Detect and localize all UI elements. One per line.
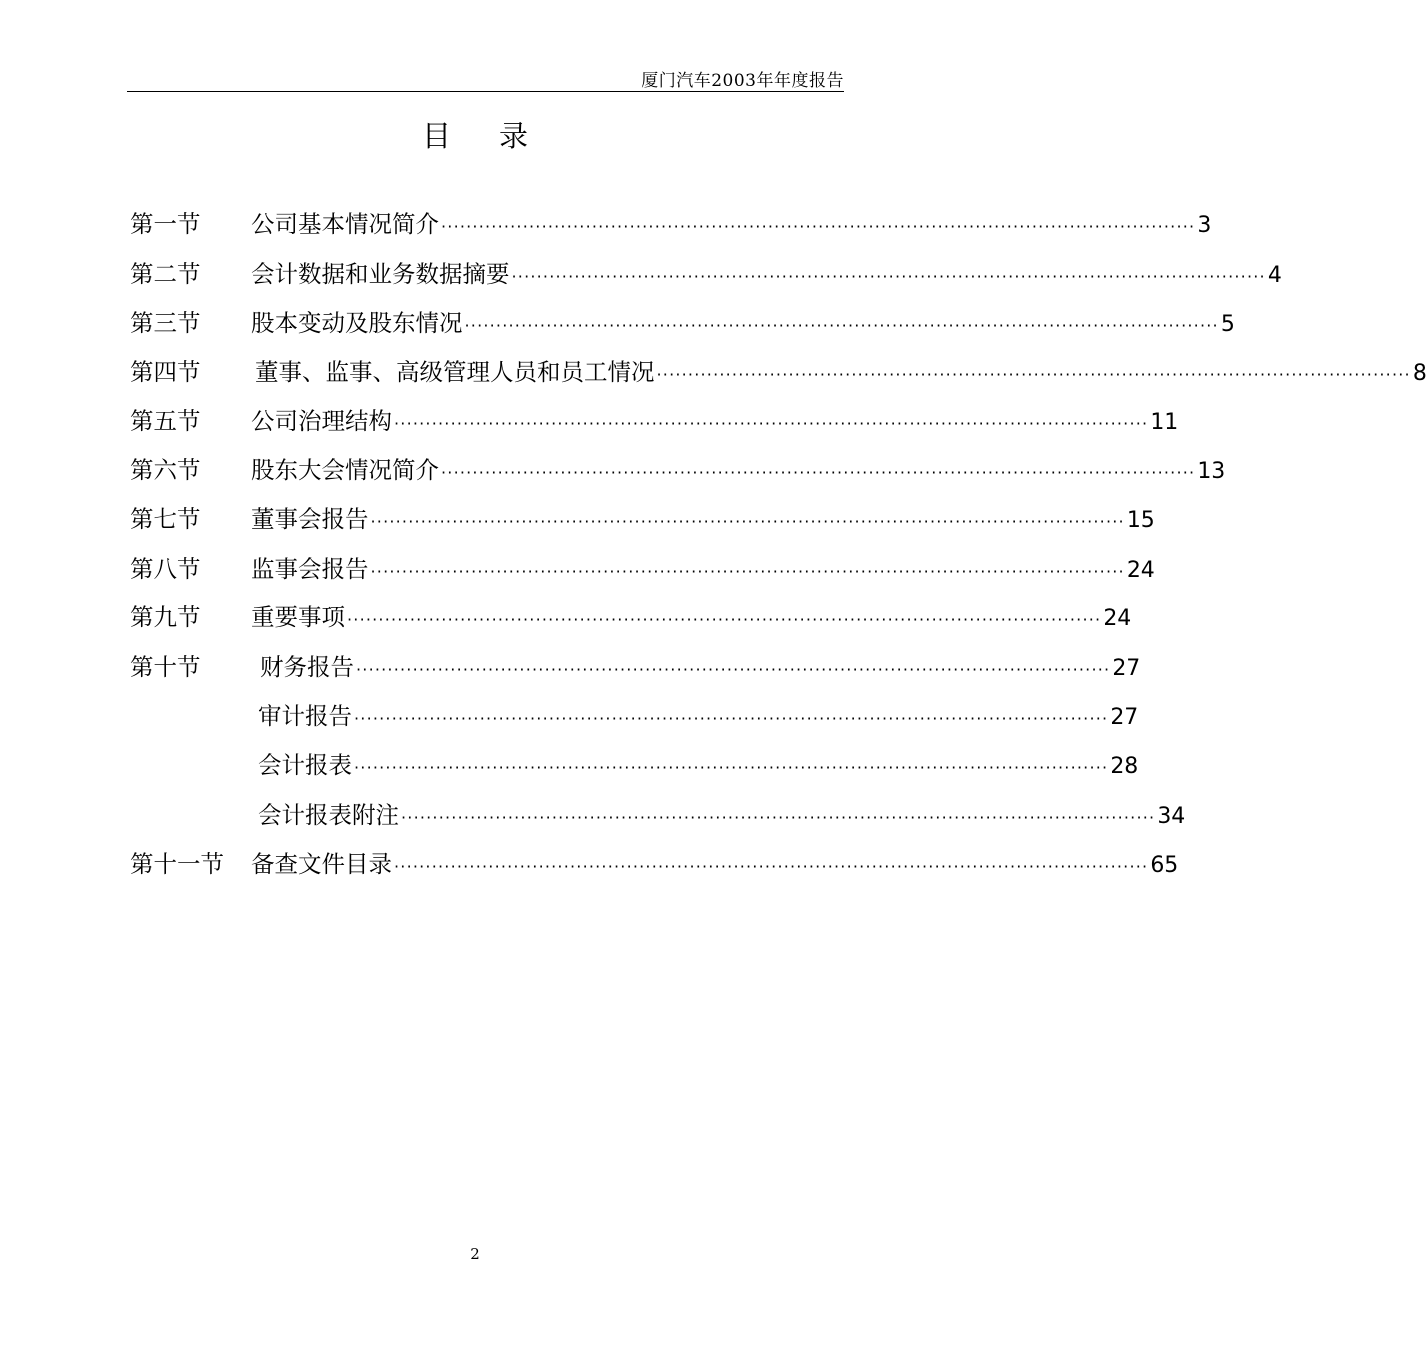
toc-section-label: 第二节 [130, 260, 201, 288]
toc-entry[interactable] [130, 500, 1155, 533]
toc-entry-title: 审计报告 [258, 702, 352, 730]
toc-leader-dots: ························································································································ [370, 512, 1125, 531]
toc-page-number: 65 [1150, 853, 1179, 878]
toc-entry[interactable] [130, 845, 1179, 878]
toc-leader-dots: ························································································································ [394, 857, 1149, 876]
toc-entry-title: 股东大会情况简介 [251, 456, 439, 484]
toc-entry[interactable] [130, 697, 1139, 730]
toc-entry-title: 会计数据和业务数据摘要 [251, 260, 510, 288]
toc-leader-dots: ························································································································ [354, 709, 1109, 728]
toc-page-number: 15 [1126, 508, 1155, 533]
toc-entry[interactable] [130, 648, 1141, 681]
toc-leader-dots: ························································································································ [354, 758, 1109, 777]
toc-section-label: 第四节 [130, 358, 201, 386]
toc-entry[interactable] [130, 402, 1179, 435]
toc-page-number: 5 [1220, 312, 1235, 337]
toc-section-label: 第一节 [130, 210, 201, 238]
toc-entry[interactable] [130, 598, 1132, 631]
toc-title: 目录 [421, 119, 576, 153]
toc-entry[interactable] [130, 255, 1282, 288]
toc-leader-dots: ························································································································ [464, 316, 1219, 335]
toc-entry-title: 董事、监事、高级管理人员和员工情况 [255, 358, 655, 386]
toc-leader-dots: ························································································································ [347, 610, 1102, 629]
toc-entry[interactable] [130, 550, 1155, 583]
toc-entry-title: 会计报表 [258, 751, 352, 779]
toc-entry-title: 公司治理结构 [251, 407, 392, 435]
toc-entry-title: 备查文件目录 [251, 850, 392, 878]
toc-section-label: 第九节 [130, 603, 201, 631]
toc-entry-title: 财务报告 [260, 653, 354, 681]
toc-entry-title: 董事会报告 [251, 505, 369, 533]
toc-page-number: 24 [1126, 558, 1155, 583]
toc-section-label: 第三节 [130, 309, 201, 337]
toc-page-number: 24 [1103, 606, 1132, 631]
toc-entry-title: 股本变动及股东情况 [251, 309, 463, 337]
toc-leader-dots: ························································································································ [370, 562, 1125, 581]
toc-entry[interactable] [130, 304, 1235, 337]
toc-leader-dots: ························································································································ [511, 267, 1266, 286]
toc-section-label: 第八节 [130, 555, 201, 583]
toc-page-number: 8 [1412, 361, 1427, 386]
toc-entry[interactable] [130, 746, 1139, 779]
running-header: 厦门汽车2003年年度报告 [641, 71, 844, 91]
toc-entry-title: 监事会报告 [251, 555, 369, 583]
toc-section-label: 第十节 [130, 653, 201, 681]
toc-page-number: 34 [1157, 804, 1186, 829]
toc-leader-dots: ························································································································ [441, 463, 1196, 482]
toc-leader-dots: ························································································································ [401, 808, 1156, 827]
toc-page-number: 3 [1197, 213, 1212, 238]
toc-section-label: 第七节 [130, 505, 201, 533]
toc-leader-dots: ························································································································ [441, 217, 1196, 236]
toc-page-number: 27 [1112, 656, 1141, 681]
toc-leader-dots: ························································································································ [356, 660, 1111, 679]
page-number: 2 [470, 1245, 480, 1263]
toc-section-label: 第十一节 [130, 850, 224, 878]
toc-page-number: 11 [1150, 410, 1179, 435]
toc-page-number: 28 [1110, 754, 1139, 779]
toc-entry-title: 会计报表附注 [258, 801, 399, 829]
toc-leader-dots: ························································································································ [656, 365, 1411, 384]
toc-entry-title: 重要事项 [251, 603, 345, 631]
toc-section-label: 第六节 [130, 456, 201, 484]
toc-page-number: 13 [1197, 459, 1226, 484]
toc-entry[interactable] [130, 451, 1226, 484]
toc-leader-dots: ························································································································ [394, 414, 1149, 433]
toc-entry[interactable] [130, 353, 1427, 386]
toc-entry[interactable] [130, 205, 1212, 238]
toc-entry-title: 公司基本情况简介 [251, 210, 439, 238]
toc-page-number: 4 [1267, 263, 1282, 288]
toc-section-label: 第五节 [130, 407, 201, 435]
toc-page-number: 27 [1110, 705, 1139, 730]
toc-entry[interactable] [130, 796, 1186, 829]
